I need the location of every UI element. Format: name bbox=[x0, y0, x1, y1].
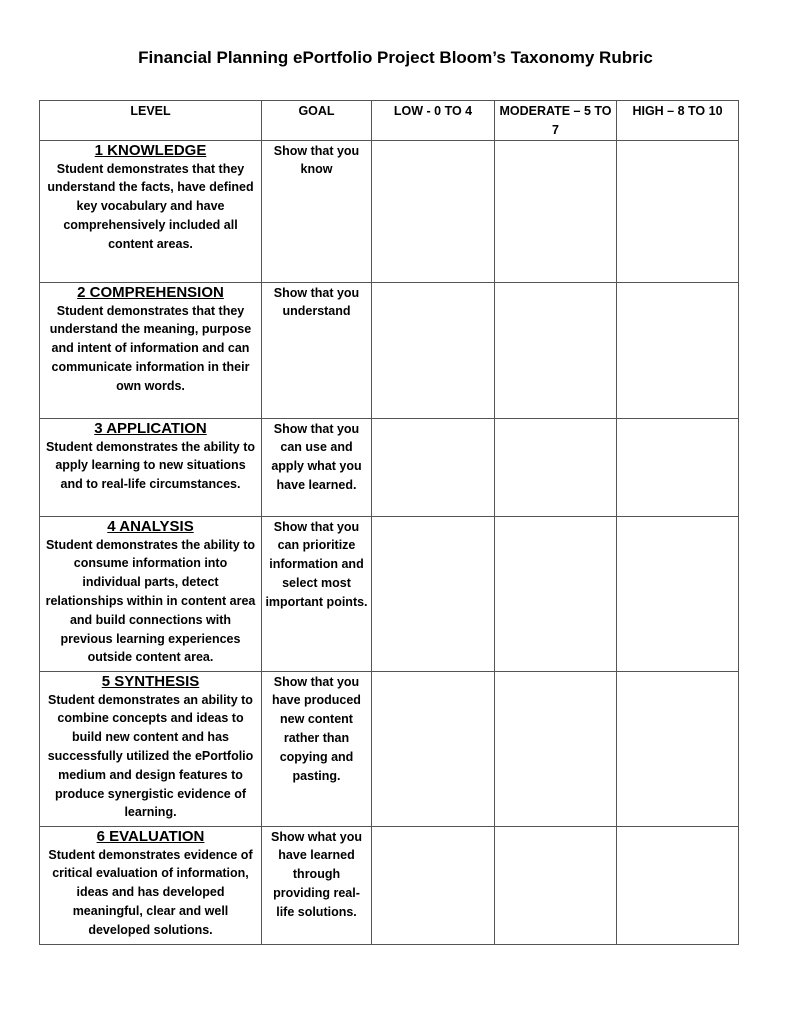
score-moderate-cell bbox=[495, 671, 617, 826]
goal-text: Show that you know bbox=[273, 143, 360, 177]
level-name: 6 EVALUATION bbox=[96, 827, 205, 845]
goal-cell bbox=[262, 671, 372, 826]
rubric-row-comprehension bbox=[40, 282, 739, 418]
level-name: 3 APPLICATION bbox=[94, 419, 207, 437]
header-high: HIGH – 8 TO 10 bbox=[617, 101, 739, 141]
score-high-cell bbox=[617, 282, 739, 418]
rubric-row-synthesis bbox=[40, 671, 739, 826]
score-moderate-cell bbox=[495, 418, 617, 516]
score-high-cell bbox=[617, 671, 739, 826]
goal-cell bbox=[262, 282, 372, 418]
level-name: 5 SYNTHESIS bbox=[101, 672, 200, 690]
rubric-row-application bbox=[40, 418, 739, 516]
score-low-cell bbox=[372, 140, 495, 282]
score-moderate-cell bbox=[495, 516, 617, 671]
rubric-row-knowledge bbox=[40, 140, 739, 282]
level-description: Student demonstrates the ability to apply learning to new situations and to real-life circumstances. bbox=[45, 439, 256, 492]
score-low-cell bbox=[372, 282, 495, 418]
level-name: 4 ANALYSIS bbox=[107, 517, 194, 535]
goal-text: Show that you can use and apply what you have learned. bbox=[271, 421, 362, 492]
score-moderate-cell bbox=[495, 140, 617, 282]
score-high-cell bbox=[617, 140, 739, 282]
goal-cell bbox=[262, 140, 372, 282]
level-cell bbox=[40, 418, 262, 516]
goal-cell bbox=[262, 826, 372, 944]
level-cell bbox=[40, 140, 262, 282]
score-moderate-cell bbox=[495, 826, 617, 944]
score-low-cell bbox=[372, 418, 495, 516]
score-high-cell bbox=[617, 418, 739, 516]
score-high-cell bbox=[617, 826, 739, 944]
level-description: Student demonstrates the ability to consume information into individual parts, detect relationships within in content area and build connections with previous learning experiences outside content area. bbox=[45, 537, 256, 665]
goal-text: Show that you can prioritize information and select most important points. bbox=[265, 519, 368, 609]
rubric-row-analysis bbox=[40, 516, 739, 671]
header-goal: GOAL bbox=[262, 101, 372, 141]
score-low-cell bbox=[372, 826, 495, 944]
level-description: Student demonstrates an ability to combine concepts and ideas to build new content and has successfully utilized the ePortfolio medium and design features to produce synergistic evidence of learning. bbox=[47, 692, 254, 820]
goal-text: Show that you understand bbox=[273, 285, 360, 319]
level-cell bbox=[40, 826, 262, 944]
level-description: Student demonstrates that they understand the facts, have defined key vocabulary and have comprehensively included all content areas. bbox=[47, 161, 254, 251]
level-name: 2 COMPREHENSION bbox=[77, 283, 224, 301]
level-name: 1 KNOWLEDGE bbox=[94, 141, 207, 159]
rubric-row-evaluation bbox=[40, 826, 739, 944]
document-title: Financial Planning ePortfolio Project Bloom’s Taxonomy Rubric bbox=[138, 48, 653, 67]
header-row bbox=[40, 101, 739, 141]
header-level: LEVEL bbox=[40, 101, 262, 141]
goal-text: Show what you have learned through providing real-life solutions. bbox=[271, 829, 362, 919]
goal-cell bbox=[262, 418, 372, 516]
level-cell bbox=[40, 671, 262, 826]
score-high-cell bbox=[617, 516, 739, 671]
level-description: Student demonstrates evidence of critical evaluation of information, ideas and has developed meaningful, clear and well developed solutions. bbox=[48, 847, 253, 937]
score-moderate-cell bbox=[495, 282, 617, 418]
goal-text: Show that you have produced new content rather than copying and pasting. bbox=[272, 674, 361, 783]
level-cell bbox=[40, 516, 262, 671]
score-low-cell bbox=[372, 516, 495, 671]
header-moderate: MODERATE – 5 TO 7 bbox=[495, 101, 617, 141]
goal-cell bbox=[262, 516, 372, 671]
rubric-table bbox=[39, 100, 739, 945]
header-low: LOW - 0 TO 4 bbox=[372, 101, 495, 141]
level-description: Student demonstrates that they understand the meaning, purpose and intent of information and can communicate information in their own words. bbox=[49, 303, 252, 393]
level-cell bbox=[40, 282, 262, 418]
score-low-cell bbox=[372, 671, 495, 826]
